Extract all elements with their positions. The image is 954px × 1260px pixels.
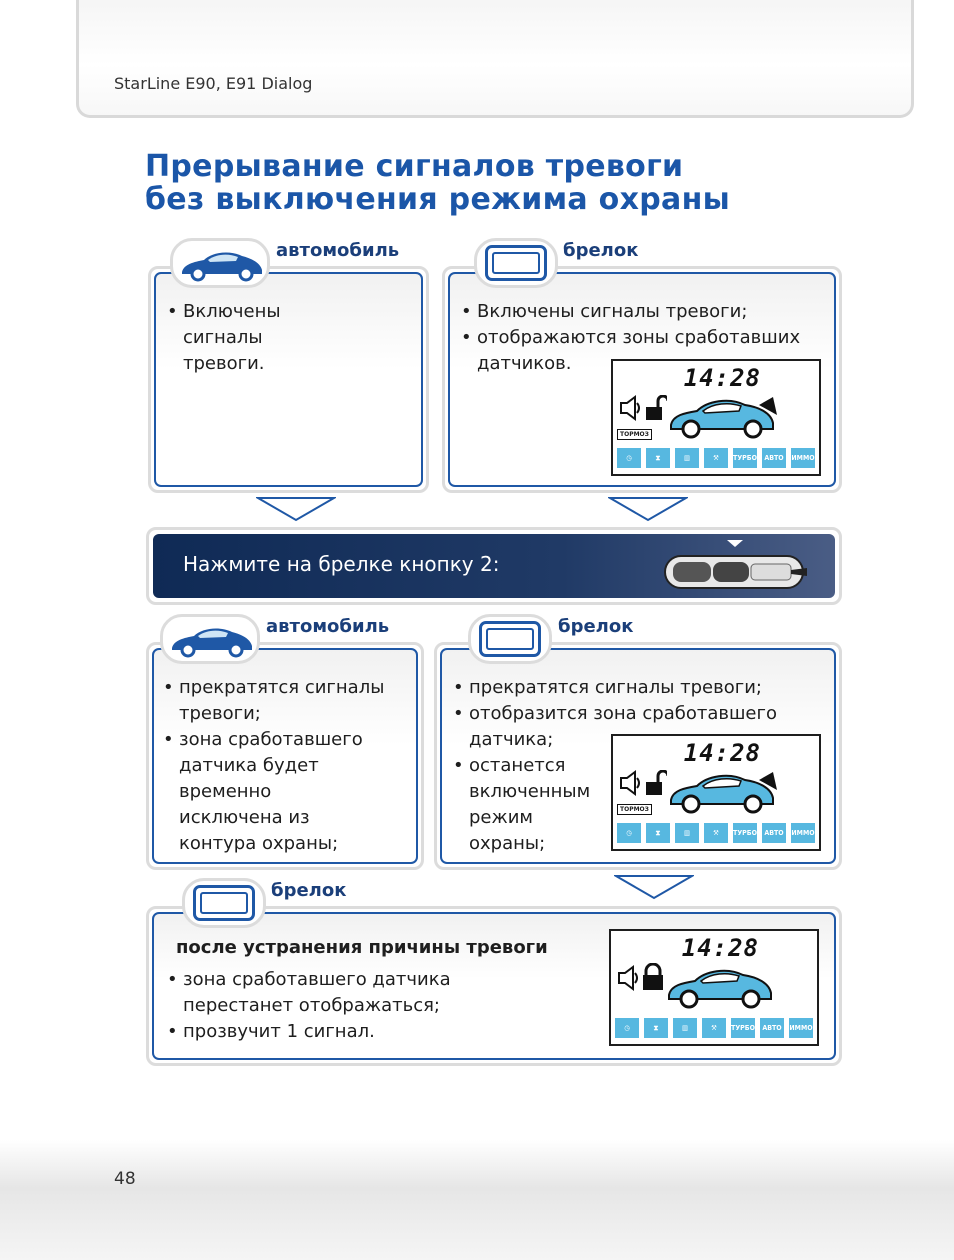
list-item: • Включены сигналы тревоги;: [461, 299, 800, 325]
fob-label-2: брелок: [558, 616, 634, 637]
keyfob-button-2-icon: [661, 538, 811, 598]
wrench-icon: ⚒: [704, 823, 728, 843]
car-icon: [168, 620, 256, 660]
turbo-icon: ТУРБО: [733, 448, 757, 468]
footer-band: [0, 1140, 954, 1260]
hourglass-icon: ⧗: [646, 448, 670, 468]
car-label-1: автомобиль: [276, 240, 400, 261]
tormoz-indicator: ТОРМОЗ: [617, 429, 652, 440]
lcd-time: 14:28: [681, 934, 759, 962]
lcd-display: [609, 929, 819, 1046]
list-item: • прекратятся сигналы тревоги;: [163, 675, 384, 727]
car-alarm-icon: [667, 387, 779, 443]
arrow-down-icon: [614, 874, 694, 900]
lock-closed-icon: [641, 963, 665, 991]
car-badge-2: [160, 614, 260, 664]
battery-icon: ▥: [673, 1018, 697, 1038]
immo-icon: ИММО: [789, 1018, 813, 1038]
running-header: StarLine E90, E91 Dialog: [114, 74, 313, 93]
clock-icon: ◷: [617, 823, 641, 843]
lcd-time: 14:28: [683, 364, 761, 392]
arrow-down-icon: [608, 496, 688, 522]
auto-icon: АВТО: [760, 1018, 784, 1038]
wrench-icon: ⚒: [704, 448, 728, 468]
fob-card-1: [442, 266, 842, 493]
siren-icon: [615, 965, 641, 991]
lcd-display: [611, 734, 821, 851]
fob-icon: [479, 621, 541, 657]
auto-icon: АВТО: [762, 448, 786, 468]
car-badge-1: [170, 238, 270, 288]
fob-card-2: [434, 642, 842, 870]
page-title-line-2: без выключения режима охраны: [145, 182, 731, 217]
tormoz-indicator: ТОРМОЗ: [617, 804, 652, 815]
fob-badge-2: [468, 614, 552, 664]
instruction-text: Нажмите на брелке кнопку 2:: [183, 552, 500, 576]
page-title-line-1: Прерывание сигналов тревоги: [145, 149, 684, 184]
fob-label-1: брелок: [563, 240, 639, 261]
siren-icon: [617, 395, 643, 421]
list-item: • останется включенным режим охраны;: [453, 753, 777, 857]
immo-icon: ИММО: [791, 448, 815, 468]
list-item: • отобразится зона сработавшего датчика;: [453, 701, 777, 753]
car-alarm-icon: [665, 957, 777, 1013]
list-item: • зона сработавшего датчика будет временно исключена из контура охраны;: [163, 727, 384, 857]
clock-icon: ◷: [617, 448, 641, 468]
fob-badge-3: [182, 878, 266, 928]
list-item: • отображаются зоны сработавших датчиков.: [461, 325, 800, 377]
fob-badge-1: [474, 238, 558, 288]
fob-icon: [193, 885, 255, 921]
lock-open-icon: [645, 395, 667, 421]
page-title: [145, 150, 730, 216]
list-item: • прекратятся сигналы тревоги;: [453, 675, 777, 701]
car-alarm-icon: [667, 762, 779, 818]
section3-subheading: после устранения причины тревоги: [176, 937, 548, 958]
battery-icon: ▥: [675, 823, 699, 843]
hourglass-icon: ⧗: [644, 1018, 668, 1038]
page-number: 48: [114, 1169, 136, 1189]
battery-icon: ▥: [675, 448, 699, 468]
fob-icon: [485, 245, 547, 281]
fob-card-3-bullets: [167, 967, 451, 1045]
car-label-2: автомобиль: [266, 616, 390, 637]
header-band: [76, 0, 914, 118]
lcd-icon-row: [617, 823, 815, 845]
car-card-2: [146, 642, 424, 870]
immo-icon: ИММО: [791, 823, 815, 843]
auto-icon: АВТО: [762, 823, 786, 843]
lcd-time: 14:28: [683, 739, 761, 767]
lock-open-icon: [645, 770, 667, 796]
list-item: • Включены сигналы тревоги.: [167, 299, 281, 377]
lcd-icon-row: [617, 448, 815, 470]
lcd-display: [611, 359, 821, 476]
list-item: • зона сработавшего датчика перестанет отображаться;: [167, 967, 451, 1019]
car-card-2-bullets: [163, 675, 384, 857]
car-card-1-bullets: [167, 299, 281, 377]
turbo-icon: ТУРБО: [731, 1018, 755, 1038]
instruction-bar: [146, 527, 842, 605]
list-item: • прозвучит 1 сигнал.: [167, 1019, 451, 1045]
fob-label-3: брелок: [271, 880, 347, 901]
fob-card-3: [146, 906, 842, 1066]
siren-icon: [617, 770, 643, 796]
car-card-1: [148, 266, 429, 493]
lcd-icon-row: [615, 1018, 813, 1040]
wrench-icon: ⚒: [702, 1018, 726, 1038]
clock-icon: ◷: [615, 1018, 639, 1038]
car-icon: [178, 244, 266, 284]
hourglass-icon: ⧗: [646, 823, 670, 843]
turbo-icon: ТУРБО: [733, 823, 757, 843]
arrow-down-icon: [256, 496, 336, 522]
